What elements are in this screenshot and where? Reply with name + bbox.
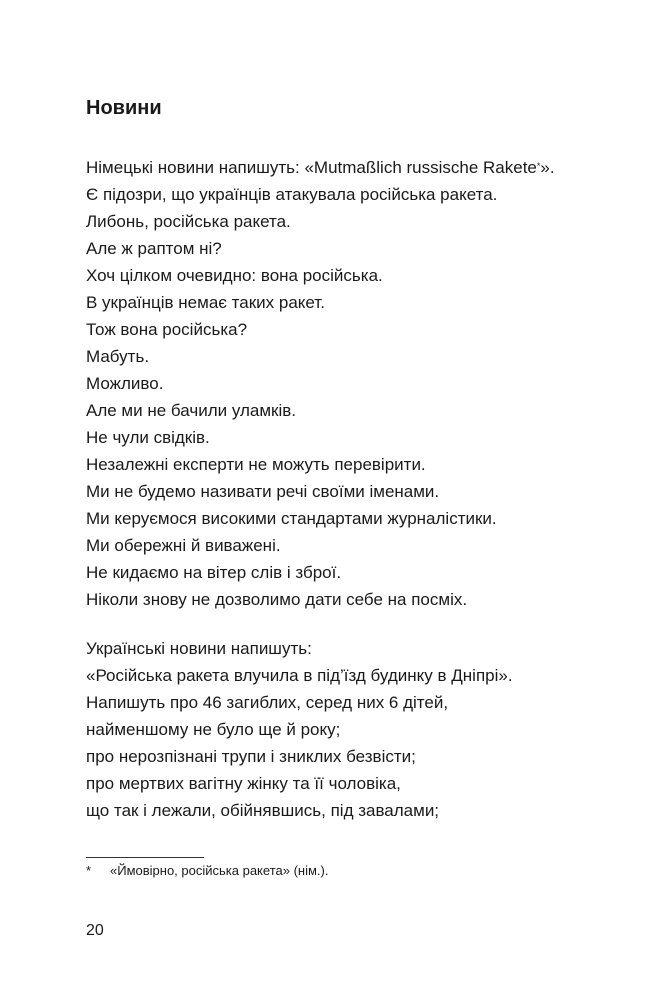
footnote-divider <box>86 857 204 858</box>
stanza-1 <box>86 154 555 613</box>
poem-line: Німецькі новини напишуть: «Mutmaßlich russische Rakete*». <box>86 158 555 177</box>
footnote <box>86 863 328 878</box>
footnote-ref[interactable]: * <box>536 161 541 171</box>
poem-line: Є підозри, що українців атакувала російська ракета. <box>86 185 498 204</box>
poem-line: Українські новини напишуть: <box>86 639 312 658</box>
poem-line: Ніколи знову не дозволимо дати себе на посміх. <box>86 590 468 609</box>
stanza-2 <box>86 635 513 824</box>
poem-line: В українців немає таких ракет. <box>86 293 325 312</box>
poem-line: Напишуть про 46 загиблих, серед них 6 дітей, <box>86 693 449 712</box>
poem-line: Можливо. <box>86 374 164 393</box>
page-number: 20 <box>86 922 104 939</box>
poem-line: «Російська ракета влучила в під’їзд будинку в Дніпрі». <box>86 666 513 685</box>
poem-line: Не чули свідків. <box>86 428 210 447</box>
poem-line: Мабуть. <box>86 347 150 366</box>
poem-line: Ми керуємося високими стандартами журналістики. <box>86 509 497 528</box>
poem-line: найменшому не було ще й року; <box>86 720 341 739</box>
poem-line: Не кидаємо на вітер слів і зброї. <box>86 563 342 582</box>
poem-line: Ми обережні й виважені. <box>86 536 281 555</box>
footnote-text: «Ймовірно, російська ракета» (нім.). <box>110 863 329 878</box>
poem-line: Тож вона російська? <box>86 320 248 339</box>
poem-line: про мертвих вагітну жінку та її чоловіка, <box>86 774 401 793</box>
poem-line: що так і лежали, обійнявшись, під завалами; <box>86 801 440 820</box>
poem-line: про нерозпізнані трупи і зниклих безвісти; <box>86 747 416 766</box>
poem-line: Ми не будемо називати речі своїми іменами. <box>86 482 440 501</box>
poem-line: Але ж раптом ні? <box>86 239 222 258</box>
poem-line: Незалежні експерти не можуть перевірити. <box>86 455 426 474</box>
poem-line: Але ми не бачили уламків. <box>86 401 296 420</box>
footnote-mark: * <box>86 863 92 878</box>
section-title: Новини <box>86 97 162 119</box>
poem-line: Либонь, російська ракета. <box>86 212 291 231</box>
poem-line: Хоч цілком очевидно: вона російська. <box>86 266 383 285</box>
